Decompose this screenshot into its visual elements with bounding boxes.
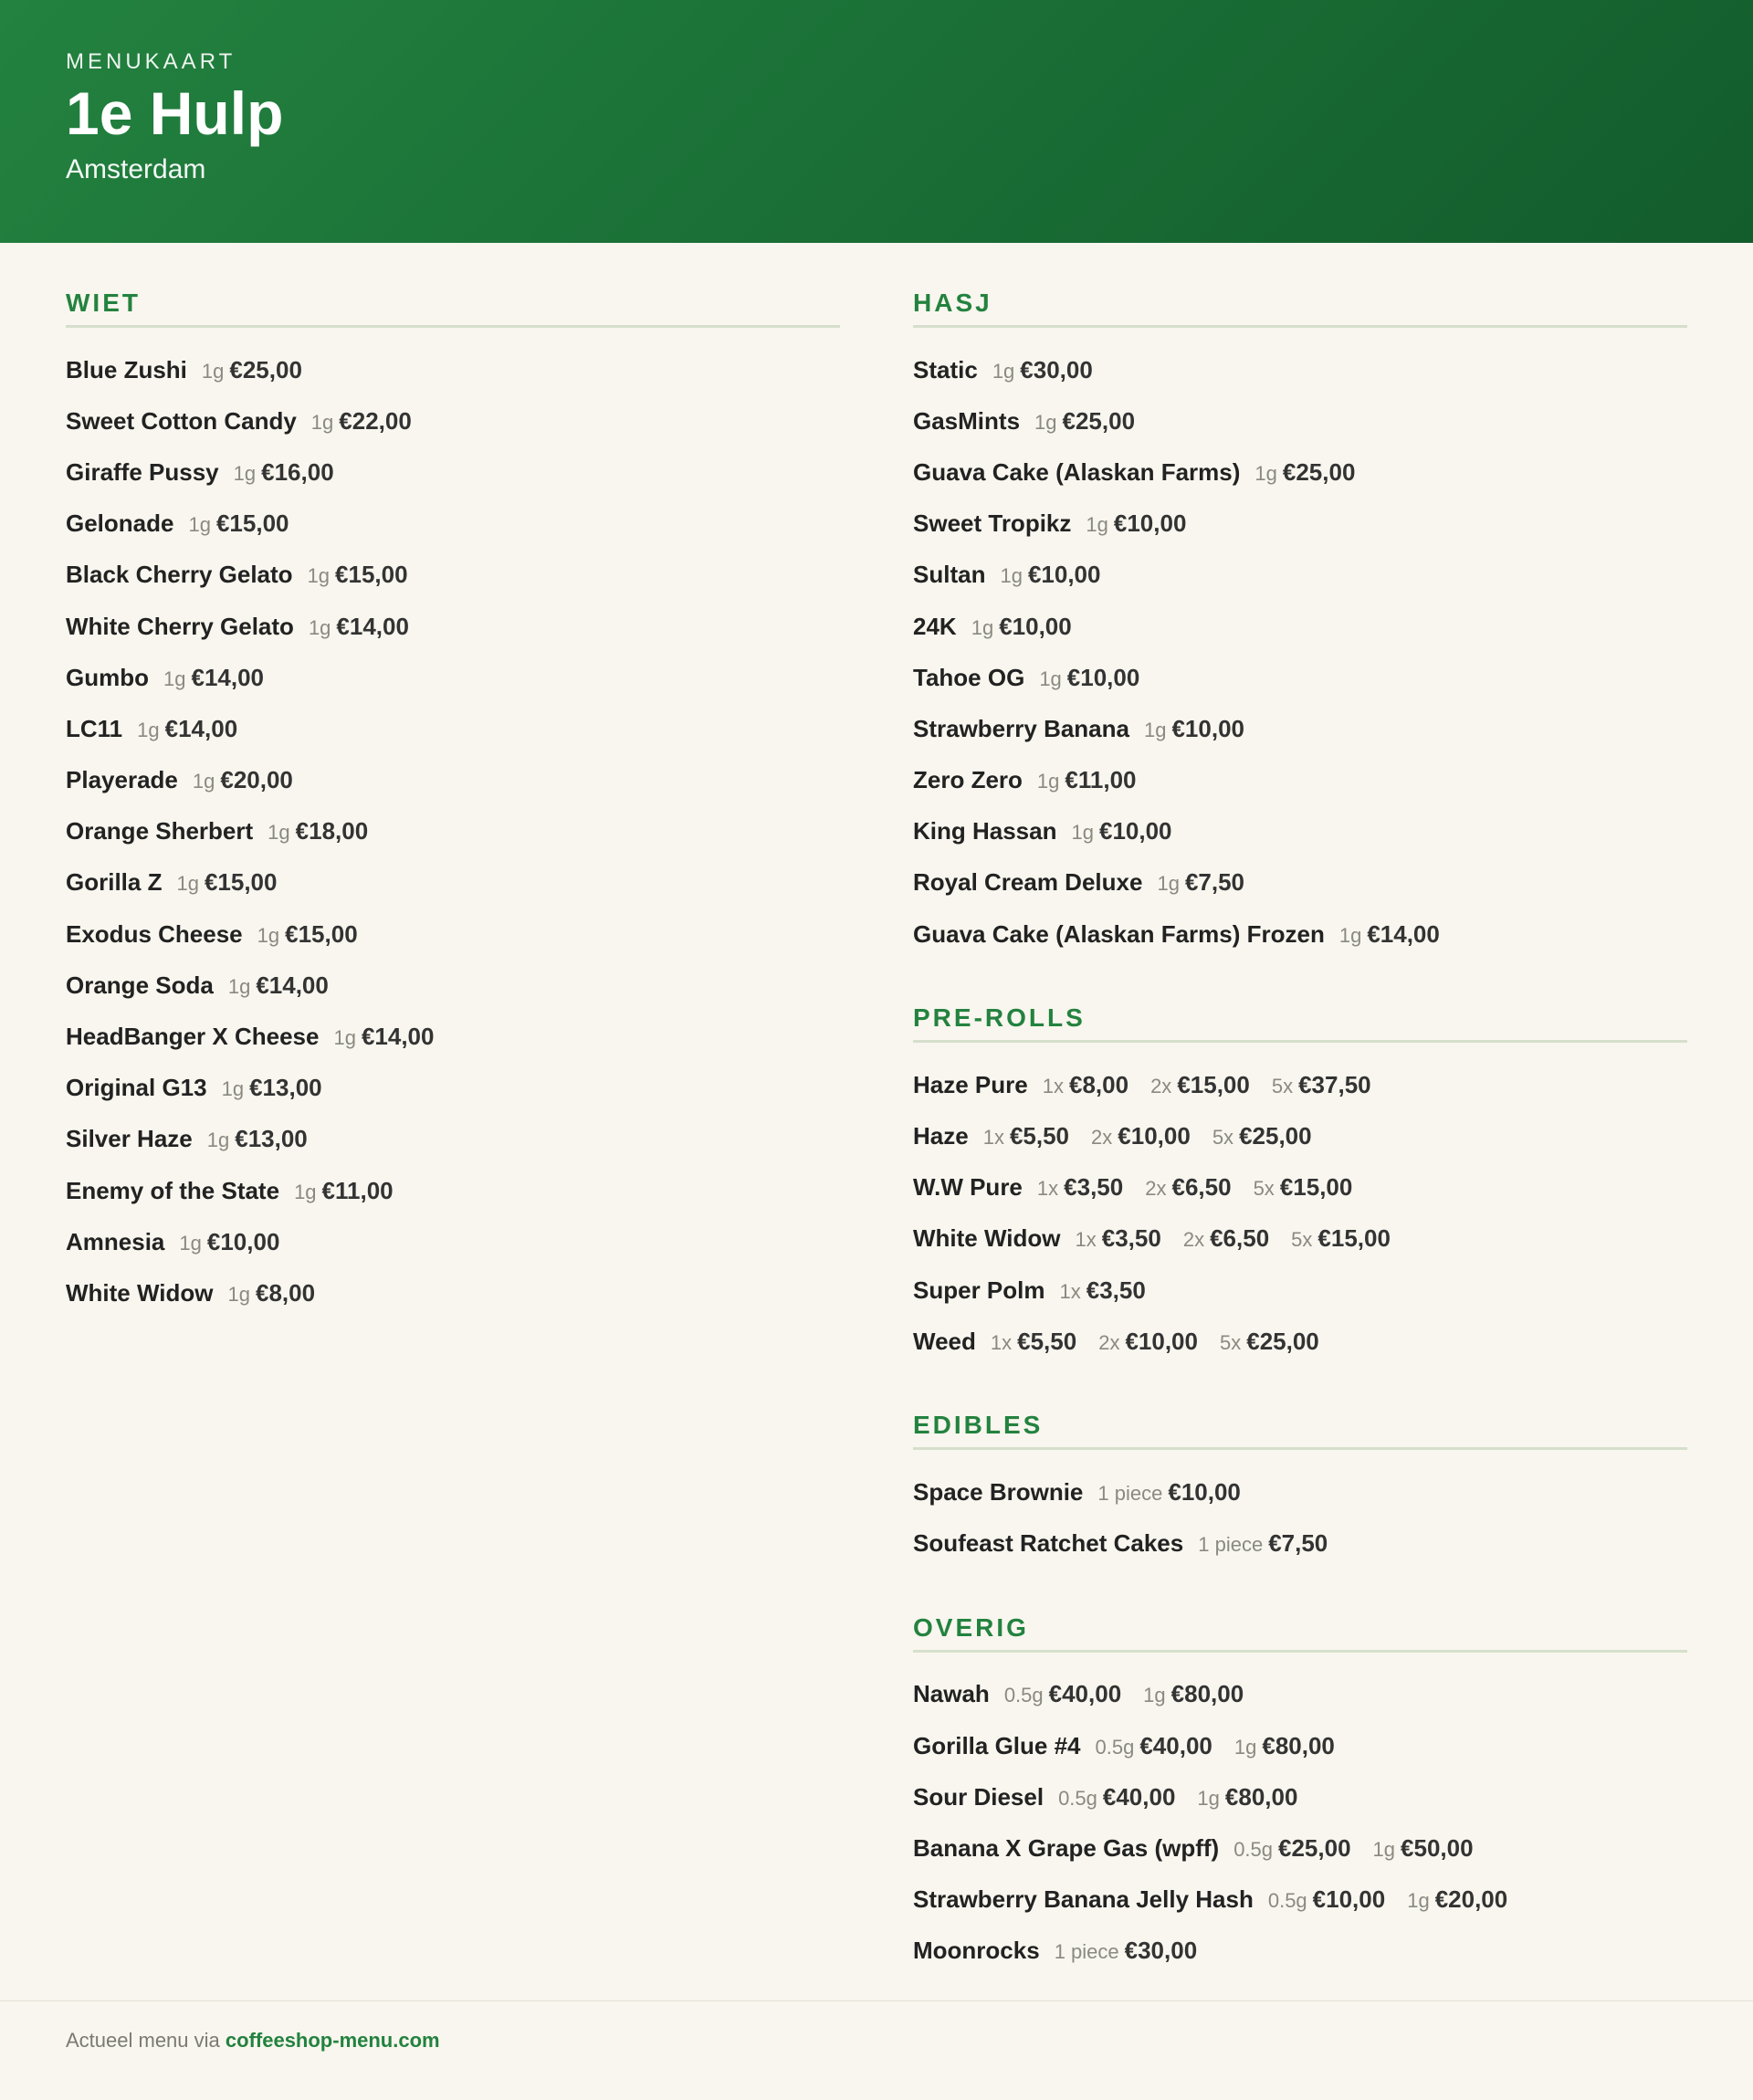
price-unit: 1g	[1143, 1684, 1166, 1707]
price-amount: €3,50	[1086, 1276, 1146, 1304]
item-name: Banana X Grape Gas (wpff)	[913, 1833, 1220, 1862]
price-amount: €15,00	[204, 868, 278, 897]
price-unit: 1g	[1407, 1889, 1430, 1913]
price-option	[234, 458, 334, 487]
price-option	[1144, 715, 1244, 743]
price-unit: 1g	[221, 1077, 245, 1101]
price-amount: €10,00	[1098, 817, 1172, 845]
item-name: Soufeast Ratchet Cakes	[913, 1529, 1184, 1558]
price-unit: 1g	[176, 872, 199, 896]
price-option	[991, 1328, 1076, 1356]
price-option	[309, 613, 409, 641]
price-unit: 1x	[1042, 1074, 1064, 1097]
item-name: Space Brownie	[913, 1477, 1084, 1506]
price-unit: 1g	[1197, 1786, 1220, 1810]
price-option	[222, 1074, 322, 1102]
price-unit: 1x	[990, 1330, 1013, 1354]
price-amount: €25,00	[1239, 1122, 1312, 1150]
price-amount: €10,00	[1312, 1885, 1386, 1914]
price-unit: 1g	[1157, 872, 1180, 896]
menu-item	[913, 703, 1687, 754]
price-unit: 1g	[179, 1231, 202, 1255]
item-name: Sour Diesel	[913, 1782, 1044, 1811]
item-name: Sweet Cotton Candy	[66, 406, 297, 435]
price-amount: €80,00	[1224, 1782, 1298, 1811]
item-name: Strawberry Banana Jelly Hash	[913, 1885, 1254, 1914]
item-name: Super Polm	[913, 1276, 1045, 1304]
item-name: Static	[913, 355, 978, 383]
price-amount: €50,00	[1401, 1833, 1474, 1862]
menu-item	[913, 1822, 1687, 1874]
price-unit: 5x	[1271, 1074, 1294, 1097]
menu-item	[66, 446, 840, 498]
section-edibles	[913, 1411, 1687, 1569]
price-option	[1037, 766, 1137, 794]
menu-item	[913, 1720, 1687, 1771]
item-name: Orange Sherbert	[66, 817, 254, 845]
price-option	[311, 407, 412, 436]
price-option	[308, 561, 408, 589]
menu-item	[913, 1874, 1687, 1926]
price-option	[1254, 458, 1355, 487]
price-option	[1072, 817, 1172, 845]
price-option	[193, 766, 293, 794]
price-amount: €25,00	[229, 355, 302, 383]
price-unit: 1x	[1059, 1279, 1081, 1303]
price-amount: €20,00	[1434, 1885, 1508, 1914]
item-list	[913, 344, 1687, 960]
price-amount: €10,00	[1027, 561, 1101, 589]
menu-item	[66, 755, 840, 806]
price-option	[228, 971, 329, 1000]
price-amount: €37,50	[1298, 1070, 1371, 1098]
section-overig	[913, 1613, 1687, 1977]
price-amount: €15,00	[215, 509, 289, 538]
price-amount: €10,00	[1171, 714, 1244, 742]
price-option	[294, 1177, 394, 1205]
menu-item	[913, 1926, 1687, 1977]
menu-item	[913, 344, 1687, 395]
price-option	[176, 868, 277, 897]
item-name: King Hassan	[913, 817, 1057, 845]
price-option	[1097, 1478, 1240, 1507]
price-option	[1183, 1224, 1269, 1253]
price-unit: 1g	[137, 718, 160, 741]
price-unit: 5x	[1219, 1330, 1242, 1354]
footer-link[interactable]: coffeeshop-menu.com	[225, 2029, 440, 2052]
price-amount: €11,00	[1065, 766, 1137, 794]
item-name: Zero Zero	[913, 766, 1023, 794]
price-amount: €15,00	[1279, 1173, 1353, 1202]
price-amount: €14,00	[361, 1023, 435, 1051]
menu-item	[913, 550, 1687, 601]
price-unit: 1 piece	[1198, 1533, 1264, 1557]
menu-item	[913, 1213, 1687, 1265]
section-pre-rolls	[913, 1003, 1687, 1367]
price-unit: 5x	[1291, 1228, 1313, 1252]
price-option	[1407, 1885, 1507, 1914]
price-amount: €25,00	[1062, 406, 1136, 435]
price-option	[983, 1122, 1069, 1150]
price-amount: €15,00	[1177, 1070, 1250, 1098]
price-option	[163, 664, 264, 692]
price-option	[1198, 1529, 1328, 1558]
price-amount: €15,00	[335, 561, 408, 589]
price-unit: 0.5g	[1267, 1889, 1307, 1913]
menu-item	[913, 446, 1687, 498]
price-amount: €16,00	[261, 457, 334, 486]
price-amount: €5,50	[1009, 1122, 1070, 1150]
price-unit: 1g	[1034, 410, 1057, 434]
price-amount: €14,00	[191, 663, 265, 691]
price-unit: 0.5g	[1233, 1837, 1274, 1861]
menu-header	[0, 0, 1753, 243]
price-option	[1268, 1885, 1385, 1914]
menu-item	[913, 806, 1687, 857]
price-amount: €18,00	[295, 817, 369, 845]
price-unit: 1g	[1071, 821, 1094, 845]
menu-item	[66, 499, 840, 550]
menu-item	[66, 1165, 840, 1216]
price-option	[1339, 920, 1440, 949]
menu-item	[913, 499, 1687, 550]
price-unit: 1g	[201, 359, 225, 383]
price-unit: 1g	[971, 615, 994, 639]
price-unit: 2x	[1182, 1228, 1205, 1252]
price-unit: 1x	[1075, 1228, 1097, 1252]
menu-item	[66, 908, 840, 960]
menu-item	[913, 755, 1687, 806]
price-unit: 0.5g	[1003, 1684, 1044, 1707]
price-option	[1034, 407, 1135, 436]
price-option	[1004, 1680, 1121, 1708]
price-option	[1086, 509, 1186, 538]
menu-item	[66, 1267, 840, 1318]
price-unit: 1g	[1372, 1837, 1396, 1861]
price-unit: 1g	[227, 1282, 250, 1306]
shop-name: 1e Hulp	[66, 79, 284, 147]
menu-item	[913, 908, 1687, 960]
price-option	[1059, 1276, 1145, 1305]
price-option	[207, 1125, 308, 1153]
price-unit: 1g	[257, 923, 280, 947]
price-amount: €7,50	[1268, 1529, 1328, 1558]
menu-item	[913, 1466, 1687, 1517]
price-option	[1039, 664, 1139, 692]
price-amount: €10,00	[1168, 1477, 1241, 1506]
price-amount: €6,50	[1210, 1224, 1270, 1253]
item-name: Haze Pure	[913, 1070, 1028, 1098]
item-name: Orange Soda	[66, 971, 214, 999]
price-amount: €22,00	[339, 406, 412, 435]
right-column	[913, 289, 1687, 2000]
price-amount: €6,50	[1171, 1173, 1232, 1202]
price-amount: €14,00	[336, 612, 409, 640]
item-name: GasMints	[913, 406, 1021, 435]
price-unit: 1g	[1338, 923, 1362, 947]
price-unit: 1g	[1036, 770, 1060, 793]
price-option	[992, 356, 1093, 384]
price-unit: 1g	[308, 615, 331, 639]
price-option	[1076, 1224, 1161, 1253]
price-unit: 1g	[294, 1180, 317, 1203]
price-option	[1234, 1732, 1335, 1760]
menu-item	[913, 1265, 1687, 1316]
price-unit: 0.5g	[1095, 1735, 1135, 1759]
price-unit: 1g	[233, 461, 257, 485]
price-amount: €80,00	[1170, 1680, 1244, 1708]
item-name: Guava Cake (Alaskan Farms)	[913, 457, 1241, 486]
menu-item	[66, 652, 840, 703]
price-amount: €5,50	[1017, 1327, 1077, 1355]
item-name: Amnesia	[66, 1227, 165, 1255]
menu-item	[66, 601, 840, 652]
price-option	[1000, 561, 1100, 589]
price-unit: 1g	[188, 513, 211, 537]
price-amount: €10,00	[1066, 663, 1140, 691]
price-amount: €10,00	[1118, 1122, 1191, 1150]
price-amount: €10,00	[999, 612, 1072, 640]
price-amount: €30,00	[1124, 1937, 1198, 1965]
item-name: Sweet Tropikz	[913, 509, 1072, 538]
menu-item	[913, 652, 1687, 703]
price-option	[1143, 1680, 1244, 1708]
menu-item	[66, 703, 840, 754]
price-unit: 1g	[206, 1129, 230, 1152]
menu-item	[66, 1063, 840, 1114]
price-unit: 5x	[1253, 1177, 1275, 1201]
price-unit: 2x	[1098, 1330, 1120, 1354]
item-name: Giraffe Pussy	[66, 457, 219, 486]
shop-city: Amsterdam	[66, 154, 206, 185]
section-title: HASJ	[913, 289, 1687, 328]
price-option	[202, 356, 302, 384]
item-name: Gumbo	[66, 663, 149, 691]
section-title: WIET	[66, 289, 840, 328]
menu-item	[66, 960, 840, 1011]
price-unit: 1g	[310, 410, 334, 434]
item-name: Weed	[913, 1327, 976, 1355]
price-option	[1150, 1071, 1250, 1099]
price-option	[1157, 868, 1244, 897]
price-option	[1212, 1122, 1312, 1150]
item-name: Gorilla Glue #4	[913, 1731, 1081, 1759]
price-amount: €8,00	[1068, 1070, 1129, 1098]
price-unit: 1x	[1036, 1177, 1059, 1201]
price-option	[333, 1023, 434, 1051]
price-amount: €10,00	[206, 1227, 280, 1255]
item-name: White Widow	[66, 1278, 214, 1307]
price-option	[1091, 1122, 1191, 1150]
menu-item	[66, 806, 840, 857]
price-option	[1145, 1173, 1231, 1202]
price-option	[257, 920, 358, 949]
price-unit: 1g	[1086, 513, 1108, 537]
menu-footer	[0, 2000, 1753, 2100]
price-unit: 2x	[1150, 1074, 1172, 1097]
price-option	[228, 1279, 316, 1307]
item-name: Royal Cream Deluxe	[913, 868, 1143, 897]
item-name: Gelonade	[66, 509, 174, 538]
price-unit: 1g	[307, 564, 331, 588]
price-amount: €20,00	[220, 766, 293, 794]
price-option	[1220, 1328, 1319, 1356]
menu-item	[913, 1316, 1687, 1367]
item-name: Blue Zushi	[66, 355, 187, 383]
price-unit: 0.5g	[1058, 1786, 1097, 1810]
price-amount: €40,00	[1048, 1680, 1122, 1708]
menu-item	[913, 601, 1687, 652]
price-amount: €7,50	[1184, 868, 1245, 897]
menu-item	[66, 1216, 840, 1267]
price-option	[1272, 1071, 1371, 1099]
item-list	[913, 1669, 1687, 1977]
price-option	[1373, 1834, 1474, 1863]
price-option	[188, 509, 289, 538]
price-amount: €25,00	[1278, 1833, 1351, 1862]
footer-prefix: Actueel menu via	[66, 2029, 220, 2052]
menu-item	[66, 550, 840, 601]
price-unit: 1g	[1143, 718, 1167, 741]
price-option	[1037, 1173, 1123, 1202]
price-amount: €8,00	[256, 1278, 316, 1307]
section-title: PRE-ROLLS	[913, 1003, 1687, 1043]
price-option	[1291, 1224, 1391, 1253]
section-wiet	[66, 289, 840, 1319]
menu-item	[913, 1771, 1687, 1822]
item-list	[913, 1466, 1687, 1569]
menu-item	[66, 857, 840, 908]
price-unit: 2x	[1145, 1177, 1167, 1201]
item-name: White Widow	[913, 1224, 1061, 1253]
menu-item	[913, 1059, 1687, 1110]
item-name: Black Cherry Gelato	[66, 561, 293, 589]
item-name: Guava Cake (Alaskan Farms) Frozen	[913, 919, 1325, 948]
menu-item	[913, 1162, 1687, 1213]
item-name: W.W Pure	[913, 1173, 1023, 1202]
price-amount: €3,50	[1064, 1173, 1124, 1202]
menu-item	[66, 344, 840, 395]
price-option	[1254, 1173, 1353, 1202]
price-amount: €25,00	[1282, 457, 1356, 486]
price-amount: €14,00	[1367, 919, 1440, 948]
menu-item	[66, 1011, 840, 1062]
price-unit: 1g	[1254, 461, 1277, 485]
price-unit: 5x	[1212, 1126, 1234, 1150]
price-amount: €3,50	[1101, 1224, 1161, 1253]
price-unit: 1 piece	[1097, 1481, 1163, 1505]
price-option	[268, 817, 368, 845]
item-name: Tahoe OG	[913, 663, 1025, 691]
menu-kicker: MENUKAART	[66, 49, 236, 74]
item-name: 24K	[913, 612, 957, 640]
price-unit: 1g	[1233, 1735, 1257, 1759]
item-name: Exodus Cheese	[66, 919, 243, 948]
price-option	[971, 613, 1072, 641]
section-hasj	[913, 289, 1687, 960]
menu-item	[913, 1110, 1687, 1161]
menu-item	[913, 395, 1687, 446]
price-amount: €15,00	[285, 919, 358, 948]
price-option	[179, 1228, 279, 1256]
price-option	[137, 715, 237, 743]
price-unit: 1g	[1039, 667, 1062, 690]
price-amount: €40,00	[1102, 1782, 1176, 1811]
item-name: HeadBanger X Cheese	[66, 1023, 320, 1051]
item-list	[913, 1059, 1687, 1367]
price-amount: €80,00	[1262, 1731, 1335, 1759]
menu-item	[913, 1518, 1687, 1570]
price-amount: €14,00	[256, 971, 329, 999]
price-unit: 1g	[163, 667, 186, 690]
item-name: Nawah	[913, 1680, 990, 1708]
price-amount: €14,00	[164, 714, 238, 742]
price-amount: €25,00	[1246, 1327, 1319, 1355]
menu-columns	[0, 243, 1753, 2000]
price-option	[1197, 1783, 1297, 1811]
item-name: Sultan	[913, 561, 986, 589]
item-name: Enemy of the State	[66, 1176, 280, 1204]
item-name: LC11	[66, 714, 123, 742]
menu-item	[66, 395, 840, 446]
item-name: White Cherry Gelato	[66, 612, 294, 640]
price-unit: 2x	[1091, 1126, 1113, 1150]
price-unit: 1g	[333, 1026, 356, 1050]
item-name: Strawberry Banana	[913, 714, 1129, 742]
price-option	[1055, 1937, 1197, 1965]
price-option	[1096, 1732, 1212, 1760]
price-unit: 1g	[992, 359, 1015, 383]
price-amount: €15,00	[1317, 1224, 1391, 1253]
price-amount: €13,00	[235, 1125, 308, 1153]
price-amount: €40,00	[1139, 1731, 1212, 1759]
price-unit: 1x	[982, 1126, 1004, 1150]
menu-item	[913, 1669, 1687, 1720]
item-name: Original G13	[66, 1074, 207, 1102]
left-column	[66, 289, 840, 2000]
price-amount: €10,00	[1113, 509, 1187, 538]
item-list	[66, 344, 840, 1319]
item-name: Silver Haze	[66, 1125, 193, 1153]
price-amount: €10,00	[1125, 1327, 1198, 1355]
item-name: Moonrocks	[913, 1937, 1040, 1965]
menu-item	[66, 1114, 840, 1165]
section-title: OVERIG	[913, 1613, 1687, 1653]
price-option	[1098, 1328, 1198, 1356]
item-name: Haze	[913, 1122, 969, 1150]
price-option	[1043, 1071, 1128, 1099]
section-title: EDIBLES	[913, 1411, 1687, 1450]
price-unit: 1g	[192, 770, 215, 793]
price-amount: €11,00	[321, 1176, 394, 1204]
price-unit: 1g	[1000, 564, 1023, 588]
price-amount: €13,00	[249, 1074, 322, 1102]
price-unit: 1g	[227, 974, 251, 998]
item-name: Gorilla Z	[66, 868, 163, 897]
price-option	[1233, 1834, 1350, 1863]
price-amount: €30,00	[1020, 355, 1093, 383]
menu-item	[913, 857, 1687, 908]
price-unit: 1 piece	[1054, 1940, 1119, 1964]
item-name: Playerade	[66, 766, 178, 794]
price-unit: 1g	[268, 821, 290, 845]
price-option	[1058, 1783, 1175, 1811]
